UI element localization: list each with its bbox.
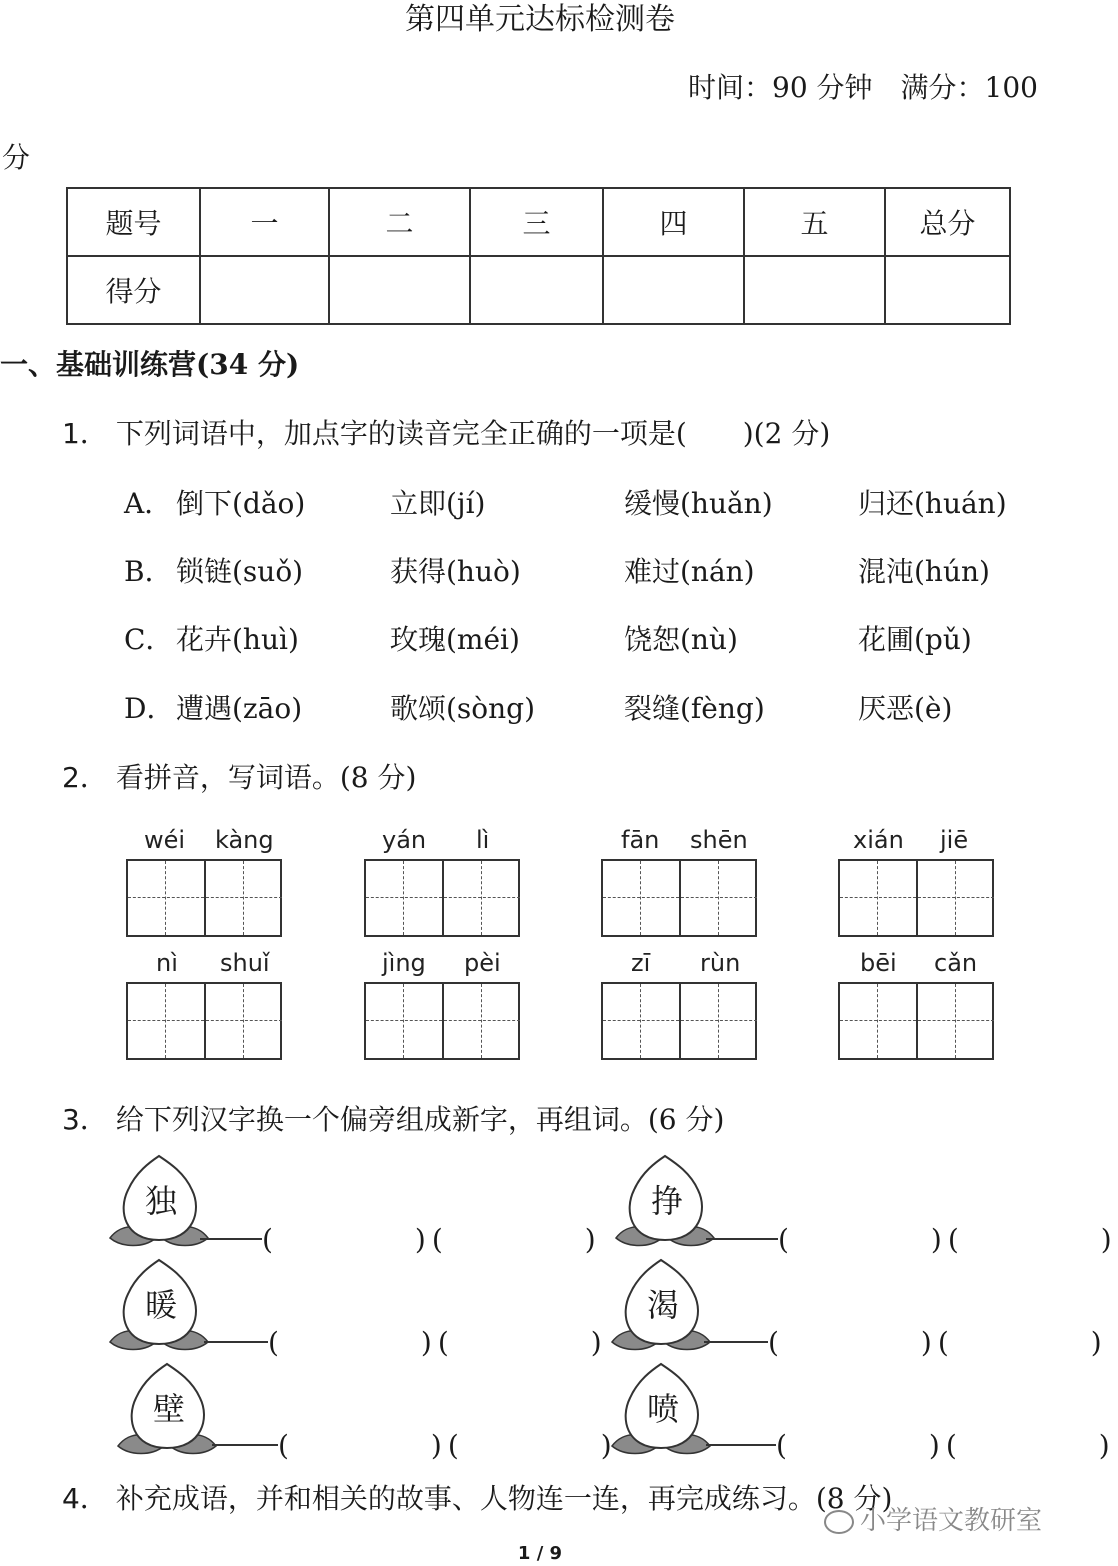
answer-blank[interactable]: ( )( ) xyxy=(768,1326,1108,1359)
answer-blank[interactable]: ( )( ) xyxy=(268,1326,608,1359)
question-number: 4． xyxy=(62,1482,108,1515)
connector-line xyxy=(706,1238,778,1240)
peach-icon xyxy=(606,1256,716,1356)
pinyin-label: jiē xyxy=(940,826,969,854)
page-title: 第四单元达标检测卷 xyxy=(405,2,675,37)
score-header-cell: 总分 xyxy=(885,188,1010,256)
question-text: 给下列汉字换一个偏旁组成新字，再组词。(6 分) xyxy=(115,1103,725,1136)
peach-char: 挣 xyxy=(650,1182,683,1220)
peach-char: 暖 xyxy=(144,1286,177,1324)
peach-char: 独 xyxy=(144,1182,177,1220)
option-b-item: 难过(nán) xyxy=(624,555,755,588)
peach-icon xyxy=(112,1360,222,1460)
pinyin-label: lì xyxy=(476,826,490,854)
writing-grid[interactable] xyxy=(838,859,994,937)
answer-blank[interactable]: ( )( ) xyxy=(262,1223,602,1256)
pinyin-label: cǎn xyxy=(934,949,978,977)
score-header-cell: 二 xyxy=(329,188,470,256)
question-3 xyxy=(62,1098,724,1138)
score-table xyxy=(66,187,1011,325)
pinyin-label: rùn xyxy=(700,949,741,977)
option-c-label[interactable]: C． xyxy=(124,623,174,656)
option-c-item: 花卉(huì) xyxy=(176,623,299,656)
pinyin-label: nì xyxy=(156,949,178,977)
pinyin-label: bēi xyxy=(860,949,897,977)
score-cell[interactable] xyxy=(603,256,744,324)
peach-icon xyxy=(104,1152,214,1252)
score-table-score-row xyxy=(67,256,1010,324)
score-cell[interactable] xyxy=(470,256,603,324)
question-text: 补充成语，并和相关的故事、人物连一连，再完成练习。(8 分) xyxy=(115,1482,893,1515)
pinyin-label: yán xyxy=(382,826,427,854)
score-header-cell: 三 xyxy=(470,188,603,256)
pinyin-label: jìng xyxy=(382,949,426,977)
watermark xyxy=(824,1500,1042,1537)
score-header-cell: 一 xyxy=(200,188,329,256)
option-b-item: 混沌(hún) xyxy=(858,555,990,588)
section-title: 一、基础训练营(34 分) xyxy=(0,348,300,381)
writing-grid[interactable] xyxy=(838,982,994,1060)
watermark-text: 小学语文教研室 xyxy=(859,1506,1042,1536)
writing-grid[interactable] xyxy=(601,982,757,1060)
answer-blank[interactable]: ( )( ) xyxy=(278,1429,618,1462)
option-d-label[interactable]: D． xyxy=(124,692,175,725)
pinyin-label: shēn xyxy=(690,826,748,854)
writing-grid[interactable] xyxy=(126,982,282,1060)
score-cell[interactable] xyxy=(200,256,329,324)
peach-icon xyxy=(606,1360,716,1460)
question-number: 2． xyxy=(62,761,108,794)
pinyin-label: kàng xyxy=(215,826,274,854)
answer-blank[interactable]: ( )( ) xyxy=(778,1223,1118,1256)
pinyin-label: shuǐ xyxy=(220,949,270,977)
peach-char: 喷 xyxy=(646,1390,679,1428)
question-text: 下列词语中，加点字的读音完全正确的一项是( )(2 分) xyxy=(115,417,831,450)
question-number: 1． xyxy=(62,417,108,450)
writing-grid[interactable] xyxy=(601,859,757,937)
option-c-item: 花圃(pǔ) xyxy=(858,623,972,656)
option-d-item: 遭遇(zāo) xyxy=(176,692,303,725)
option-b-label[interactable]: B． xyxy=(124,555,173,588)
option-a-item: 倒下(dǎo) xyxy=(176,487,306,520)
option-a-item: 缓慢(huǎn) xyxy=(624,487,773,520)
question-2 xyxy=(62,756,416,796)
connector-line xyxy=(212,1444,278,1446)
answer-blank[interactable]: ( )( ) xyxy=(776,1429,1116,1462)
score-row-label: 得分 xyxy=(67,256,200,324)
peach-char: 壁 xyxy=(152,1390,185,1428)
pinyin-label: zī xyxy=(631,949,651,977)
connector-line xyxy=(204,1341,268,1343)
option-c-item: 饶恕(nù) xyxy=(624,623,738,656)
writing-grid[interactable] xyxy=(126,859,282,937)
score-header-cell: 五 xyxy=(744,188,885,256)
pinyin-label: fān xyxy=(621,826,660,854)
option-b-item: 获得(huò) xyxy=(390,555,521,588)
writing-grid[interactable] xyxy=(364,982,520,1060)
writing-grid[interactable] xyxy=(364,859,520,937)
exam-meta: 时间：90 分钟 满分：100 xyxy=(688,71,1038,104)
peach-icon xyxy=(610,1152,720,1252)
score-cell[interactable] xyxy=(885,256,1010,324)
score-cell[interactable] xyxy=(329,256,470,324)
pinyin-label: pèi xyxy=(464,949,501,977)
option-b-item: 锁链(suǒ) xyxy=(176,555,304,588)
score-header-cell: 题号 xyxy=(67,188,200,256)
question-1 xyxy=(62,412,830,452)
option-d-item: 裂缝(fèng) xyxy=(624,692,765,725)
question-number: 3． xyxy=(62,1103,108,1136)
option-c-item: 玫瑰(méi) xyxy=(390,623,520,656)
score-table-header-row xyxy=(67,188,1010,256)
option-a-item: 归还(huán) xyxy=(858,487,1007,520)
option-a-item: 立即(jí) xyxy=(390,487,486,520)
connector-line xyxy=(706,1444,776,1446)
question-4 xyxy=(62,1477,892,1517)
option-d-item: 厌恶(è) xyxy=(858,692,953,725)
question-text: 看拼音，写词语。(8 分) xyxy=(115,761,417,794)
pinyin-label: wéi xyxy=(144,826,186,854)
connector-line xyxy=(200,1238,262,1240)
option-a-label[interactable]: A． xyxy=(124,487,173,520)
pinyin-label: xián xyxy=(853,826,904,854)
exam-meta-wrap: 分 xyxy=(2,141,31,174)
score-header-cell: 四 xyxy=(603,188,744,256)
connector-line xyxy=(704,1341,768,1343)
peach-icon xyxy=(104,1256,214,1356)
peach-char: 渴 xyxy=(646,1286,679,1324)
option-d-item: 歌颂(sòng) xyxy=(390,692,536,725)
page-number: 1 / 9 xyxy=(517,1543,563,1564)
score-cell[interactable] xyxy=(744,256,885,324)
wechat-icon xyxy=(824,1510,854,1534)
